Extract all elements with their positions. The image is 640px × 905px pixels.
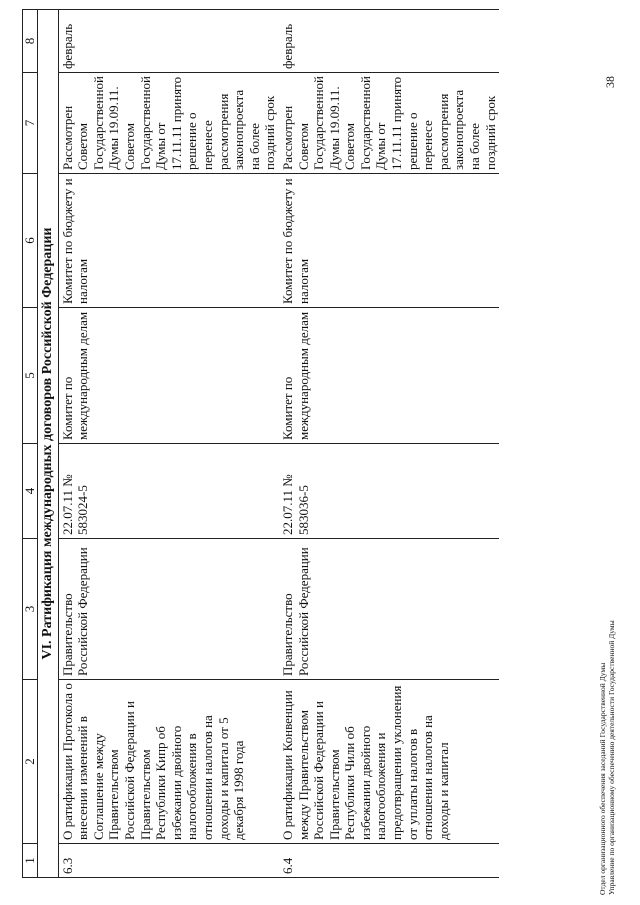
month: февраль xyxy=(58,10,279,73)
bill-title: О ратификации Конвенции между Правительством Российской Федерации и Правительством Республики Чили об избежании двойного налогообложения и предотвращении уклонения от уплаты налогов в отношении налогов на доходы и капитал xyxy=(279,680,499,844)
initiator: Правительство Российской Федерации xyxy=(279,539,499,680)
footer-line: Управление по организационному обеспечению деятельности Государственной Думы xyxy=(607,620,616,895)
table-row xyxy=(58,10,279,878)
column-number: 4 xyxy=(23,444,38,539)
section-title: VI. Ратификация международных договоров Российской Федерации xyxy=(38,10,59,878)
footer xyxy=(598,455,616,895)
page-number: 38 xyxy=(603,76,617,88)
legislation-table xyxy=(22,9,499,878)
status: Рассмотрен Советом Государственной Думы 19.09.11. Советом Государственной Думы от 17.11.11 принято решение о перенесе рассмотрения законопроекта на более поздний срок xyxy=(58,73,279,174)
rotated-page-content xyxy=(22,10,612,878)
column-number: 1 xyxy=(23,844,38,878)
month: февраль xyxy=(279,10,499,73)
co-committee: Комитет по бюджету и налогам xyxy=(58,174,279,308)
table-row xyxy=(279,10,499,878)
status: Рассмотрен Советом Государственной Думы 19.09.11. Советом Государственной Думы от 17.11.11 принято решение о перенесе рассмотрения законопроекта на более поздний срок xyxy=(279,73,499,174)
column-number: 3 xyxy=(23,539,38,680)
footer-line: Отдел организационного обеспечения заседаний Государственной Думы xyxy=(598,662,607,895)
column-number: 6 xyxy=(23,174,38,308)
column-number: 5 xyxy=(23,308,38,444)
co-committee: Комитет по бюджету и налогам xyxy=(279,174,499,308)
section-row xyxy=(38,10,59,878)
column-number: 7 xyxy=(23,73,38,174)
initiator: Правительство Российской Федерации xyxy=(58,539,279,680)
bill-title: О ратификации Протокола о внесении изменений в Соглашение между Правительством Российской Федерации и Правительством Республики Кипр об избежании двойного налогообложения в отношении налогов на доходы и капитал от 5 декабря 1998 года xyxy=(58,680,279,844)
row-number: 6.3 xyxy=(58,844,279,878)
responsible-committee: Комитет по международным делам xyxy=(58,308,279,444)
column-number: 2 xyxy=(23,680,38,844)
column-number: 8 xyxy=(23,10,38,73)
responsible-committee: Комитет по международным делам xyxy=(279,308,499,444)
date-number: 22.07.11 № 583024-5 xyxy=(58,444,279,539)
row-number: 6.4 xyxy=(279,844,499,878)
column-number-row xyxy=(23,10,38,878)
date-number: 22.07.11 № 583036-5 xyxy=(279,444,499,539)
